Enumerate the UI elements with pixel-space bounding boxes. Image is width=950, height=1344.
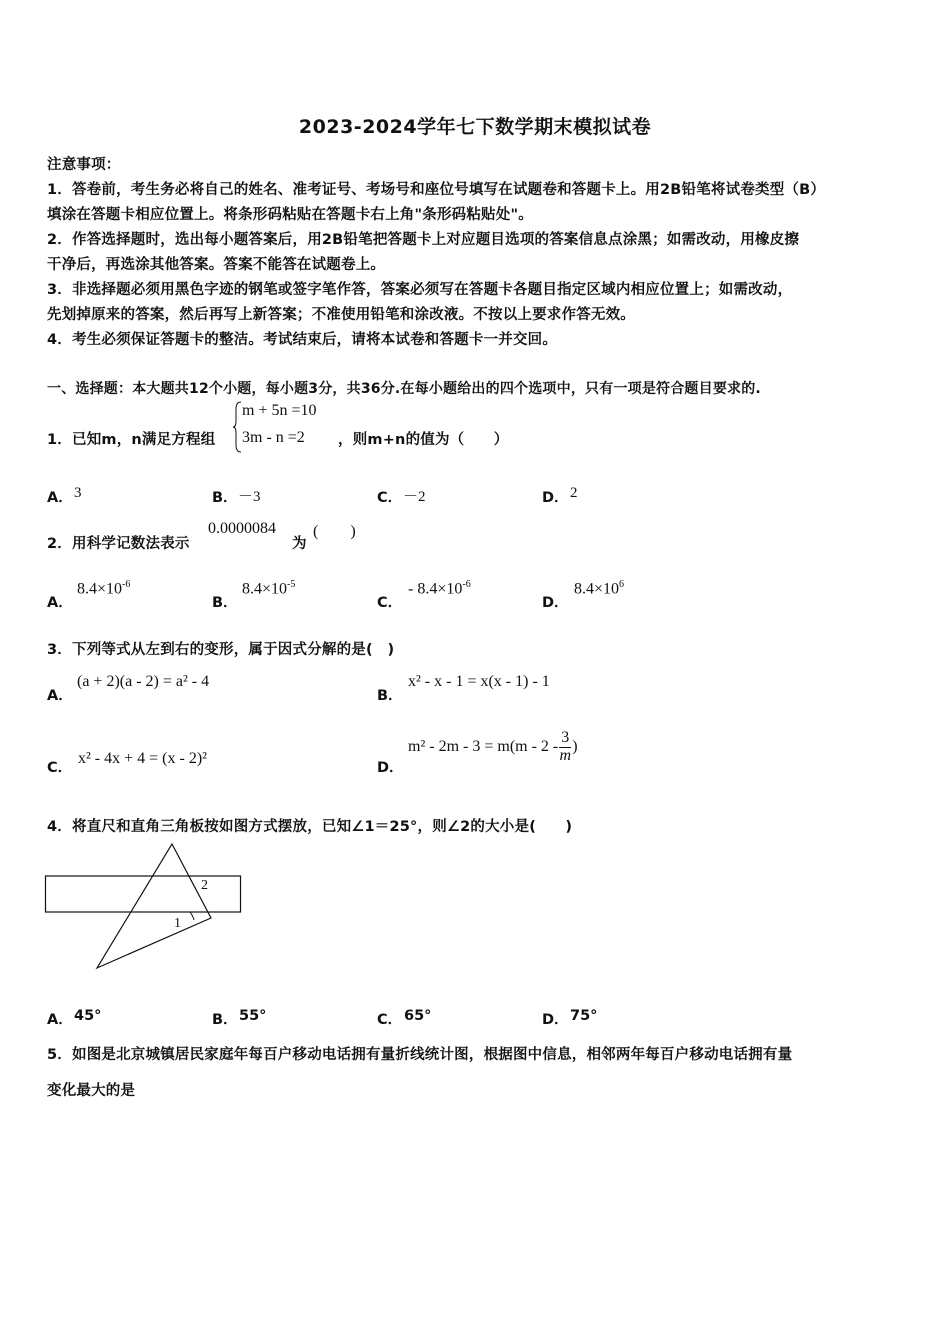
q5-stem: 5．如图是北京城镇居民家庭年每百户移动电话拥有量折线统计图，根据图中信息，相邻两年每百户移动电话拥有量	[47, 1047, 793, 1063]
fraction: $\frac{3}{m}$	[559, 729, 572, 764]
q1-stem: 1．已知m，n满足方程组	[47, 432, 216, 448]
q1-stem-suffix: ，则m+n的值为（ ）	[338, 432, 509, 448]
q1-equation-2: 3m - n =2	[242, 429, 305, 446]
notice-line: 1．答卷前，考生务必将自己的姓名、准考证号、考场号和座位号填写在试题卷和答题卡上。用2B铅笔将试卷类型（B）	[47, 182, 826, 198]
q2-paren: ( )	[313, 523, 356, 540]
section-heading: 一、选择题：本大题共12个小题，每小题3分，共36分.在每小题给出的四个选项中，只有一项是符合题目要求的.	[47, 381, 761, 397]
q3-option-a-value: (a + 2)(a - 2) = a² - 4	[77, 673, 210, 690]
q1-option-c-label: C．	[377, 490, 403, 506]
q3-option-d-label: D．	[377, 760, 404, 776]
q2-stem: 2．用科学记数法表示	[47, 536, 190, 552]
page-title: 2023-2024学年七下数学期末模拟试卷	[298, 116, 652, 138]
q3-option-b-value: x² - x - 1 = x(x - 1) - 1	[408, 673, 550, 690]
notice-line: 填涂在答题卡相应位置上。将条形码粘贴在答题卡右上角"条形码粘贴处"。	[47, 207, 533, 223]
q4-option-a-value: 45°	[74, 1008, 102, 1024]
notice-heading: 注意事项：	[47, 157, 121, 173]
q4-option-a-label: A．	[47, 1012, 73, 1028]
q4-option-c-value: 65°	[404, 1008, 432, 1024]
q2-option-d-label: D．	[542, 595, 569, 611]
q1-option-c-value: －2	[403, 489, 426, 505]
q4-option-c-label: C．	[377, 1012, 403, 1028]
q1-option-d-value: 2	[570, 485, 578, 501]
q3-option-d-value: m² - 2m - 3 = m(m - 2 - $\frac{3}{m}$ )	[408, 729, 578, 764]
q2-option-d-value: $8.4\times 10^6$	[574, 579, 625, 598]
ruler-triangle-figure	[44, 840, 246, 974]
notice-line: 3．非选择题必须用黑色字迹的钢笔或签字笔作答，答案必须写在答题卡各题目指定区域内相应位置上；如需改动，	[47, 282, 793, 298]
q2-option-c-label: C．	[377, 595, 403, 611]
q1-option-a-label: A．	[47, 490, 73, 506]
angle-2-label: 2	[201, 878, 208, 893]
angle-1-label: 1	[174, 916, 181, 931]
q5-stem-cont: 变化最大的是	[47, 1083, 136, 1099]
q1-equation-1: m + 5n =10	[242, 402, 317, 419]
q1-option-a-value: 3	[74, 485, 82, 501]
q2-stem-suffix: 为	[292, 536, 307, 552]
q2-option-b-label: B．	[212, 595, 238, 611]
q2-number: 0.0000084	[208, 520, 276, 537]
q1-option-d-label: D．	[542, 490, 569, 506]
q4-option-b-label: B．	[212, 1012, 238, 1028]
q4-option-b-value: 55°	[239, 1008, 267, 1024]
set-square-triangle	[97, 844, 211, 968]
q4-stem: 4．将直尺和直角三角板按如图方式摆放，已知∠1＝25°，则∠2的大小是( )	[47, 819, 573, 835]
q3-option-b-label: B．	[377, 688, 403, 704]
notice-line: 干净后，再选涂其他答案。答案不能答在试题卷上。	[47, 257, 386, 273]
q2-option-b-value: $8.4\times 10^{-5}$	[242, 579, 296, 598]
q3-option-a-label: A．	[47, 688, 73, 704]
q3-option-c-value: x² - 4x + 4 = (x - 2)²	[78, 750, 207, 767]
angle-1-arc	[190, 912, 194, 920]
q4-option-d-value: 75°	[570, 1008, 598, 1024]
q3-option-c-label: C．	[47, 760, 73, 776]
notice-line: 2．作答选择题时，选出每小题答案后，用2B铅笔把答题卡上对应题目选项的答案信息点涂黑；如需改动，用橡皮擦	[47, 232, 800, 248]
notice-line: 先划掉原来的答案，然后再写上新答案；不准使用铅笔和涂改液。不按以上要求作答无效。	[47, 307, 635, 323]
q2-option-c-value: - $8.4\times 10^{-6}$	[408, 579, 471, 598]
q4-option-d-label: D．	[542, 1012, 569, 1028]
notice-line: 4．考生必须保证答题卡的整洁。考试结束后，请将本试卷和答题卡一并交回。	[47, 332, 558, 348]
q3-stem: 3．下列等式从左到右的变形，属于因式分解的是( )	[47, 642, 395, 658]
q1-option-b-label: B．	[212, 490, 238, 506]
q2-option-a-label: A．	[47, 595, 73, 611]
q1-option-b-value: －3	[238, 489, 261, 505]
q2-option-a-value: $8.4\times 10^{-6}$	[77, 579, 131, 598]
ruler	[46, 876, 241, 912]
